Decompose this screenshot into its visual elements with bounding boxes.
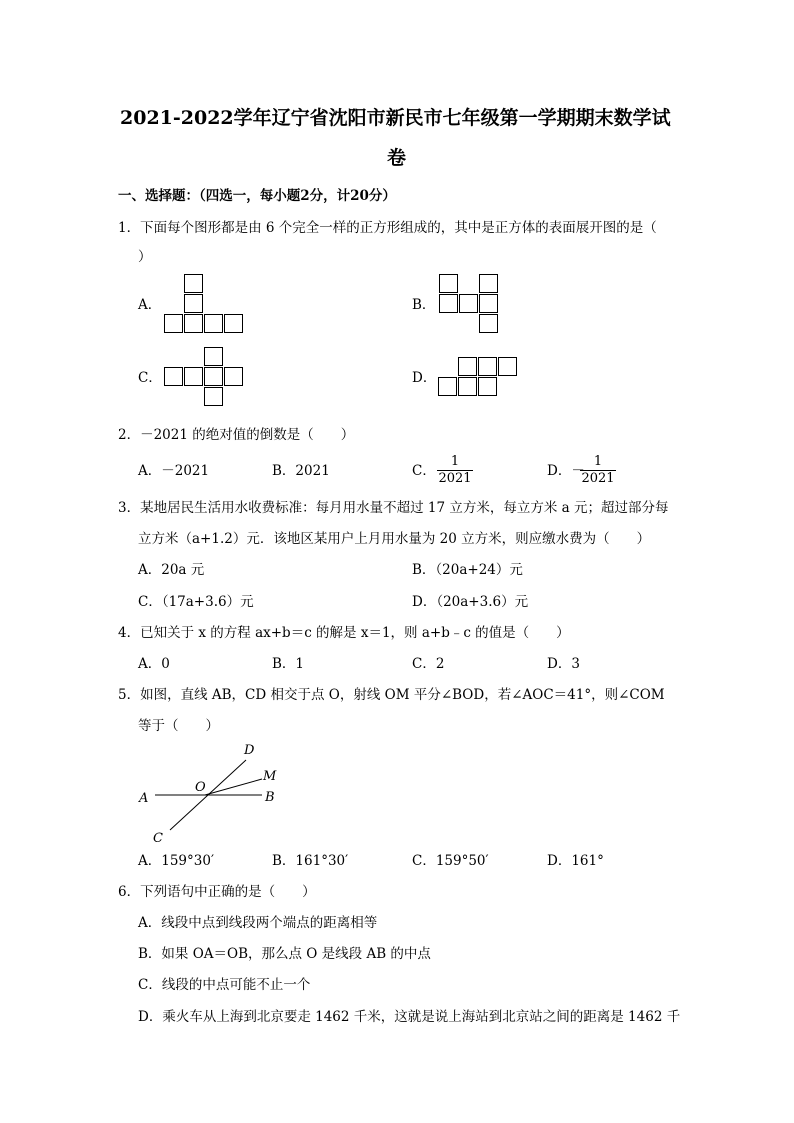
- q2-option-d-numerator: 1: [593, 454, 603, 469]
- q2-option-a: A．－2021: [138, 463, 210, 479]
- label-b: B: [265, 790, 275, 805]
- q2-option-c-numerator: 1: [450, 454, 460, 469]
- q4-option-d: D．3: [547, 656, 580, 672]
- q1-option-a-label: A．: [138, 297, 162, 313]
- q4-option-c: C．2: [412, 656, 445, 672]
- page-title-line1: 2021-2022学年辽宁省沈阳市新民市七年级第一学期期末数学试: [120, 107, 671, 129]
- q1-stem-line1: 1．下面每个图形都是由 6 个完全一样的正方形组成的，其中是正方体的表面展开图的是（: [118, 220, 657, 236]
- ray-om: [205, 779, 262, 795]
- q5-option-d: D．161°: [547, 853, 604, 869]
- q1-option-c-label: C．: [138, 370, 162, 386]
- q2-stem: 2．－2021 的绝对值的倒数是（ ）: [118, 427, 355, 443]
- q6-option-a: A．线段中点到线段两个端点的距离相等: [138, 915, 378, 931]
- q5-stem-line1: 5．如图，直线 AB，CD 相交于点 O，射线 OM 平分∠BOD，若∠AOC＝41°，则∠COM: [118, 687, 665, 703]
- q5-option-b: B．161°30′: [272, 853, 349, 869]
- q3-stem-line2: 立方米（a+1.2）元．该地区某用户上月用水量为 20 立方米，则应缴水费为（ ）: [138, 531, 651, 547]
- q2-option-c-prefix: C．: [412, 463, 436, 479]
- q6-option-c: C．线段的中点可能不止一个: [138, 977, 311, 993]
- label-a: A: [139, 791, 149, 806]
- q4-option-b: B．1: [272, 656, 305, 672]
- label-m: M: [263, 769, 277, 784]
- q3-option-c: C．（17a+3.6）元: [138, 594, 254, 610]
- q2-option-d-prefix: D．－: [547, 463, 585, 479]
- q1-option-d-label: D．: [412, 370, 437, 386]
- q1-option-b-label: B．: [412, 297, 436, 313]
- q3-option-d: D．（20a+3.6）元: [412, 594, 529, 610]
- q5-stem-line2: 等于（ ）: [138, 718, 219, 734]
- q5-option-a: A．159°30′: [138, 853, 215, 869]
- q3-option-b: B．（20a+24）元: [412, 562, 523, 578]
- q6-stem: 6．下列语句中正确的是（ ）: [118, 884, 316, 900]
- q3-option-a: A．20a 元: [138, 562, 205, 578]
- label-c: C: [153, 831, 163, 846]
- q2-option-c-denominator: 2021: [438, 471, 472, 486]
- page-title-line2: 卷: [387, 147, 407, 169]
- q3-stem-line1: 3．某地居民生活用水收费标准：每月用水量不超过 17 立方米，每立方米 a 元；超过部分每: [118, 500, 669, 516]
- q5-option-c: C．159°50′: [412, 853, 489, 869]
- q1-stem-line2: ）: [138, 249, 152, 265]
- q4-stem: 4．已知关于 x 的方程 ax+b＝c 的解是 x＝1，则 a+b﹣c 的值是（ ）: [118, 625, 570, 641]
- section-heading: 一、选择题：（四选一，每小题2分，计20分）: [118, 188, 396, 204]
- q4-option-a: A．0: [138, 656, 170, 672]
- label-o: O: [195, 780, 206, 795]
- q2-option-b: B．2021: [272, 463, 330, 479]
- q6-option-d: D．乘火车从上海到北京要走 1462 千米，这就是说上海站到北京站之间的距离是 1462 千: [138, 1009, 681, 1025]
- label-d: D: [244, 743, 255, 758]
- q6-option-b: B．如果 OA＝OB，那么点 O 是线段 AB 的中点: [138, 946, 431, 962]
- q2-option-d-denominator: 2021: [581, 471, 615, 486]
